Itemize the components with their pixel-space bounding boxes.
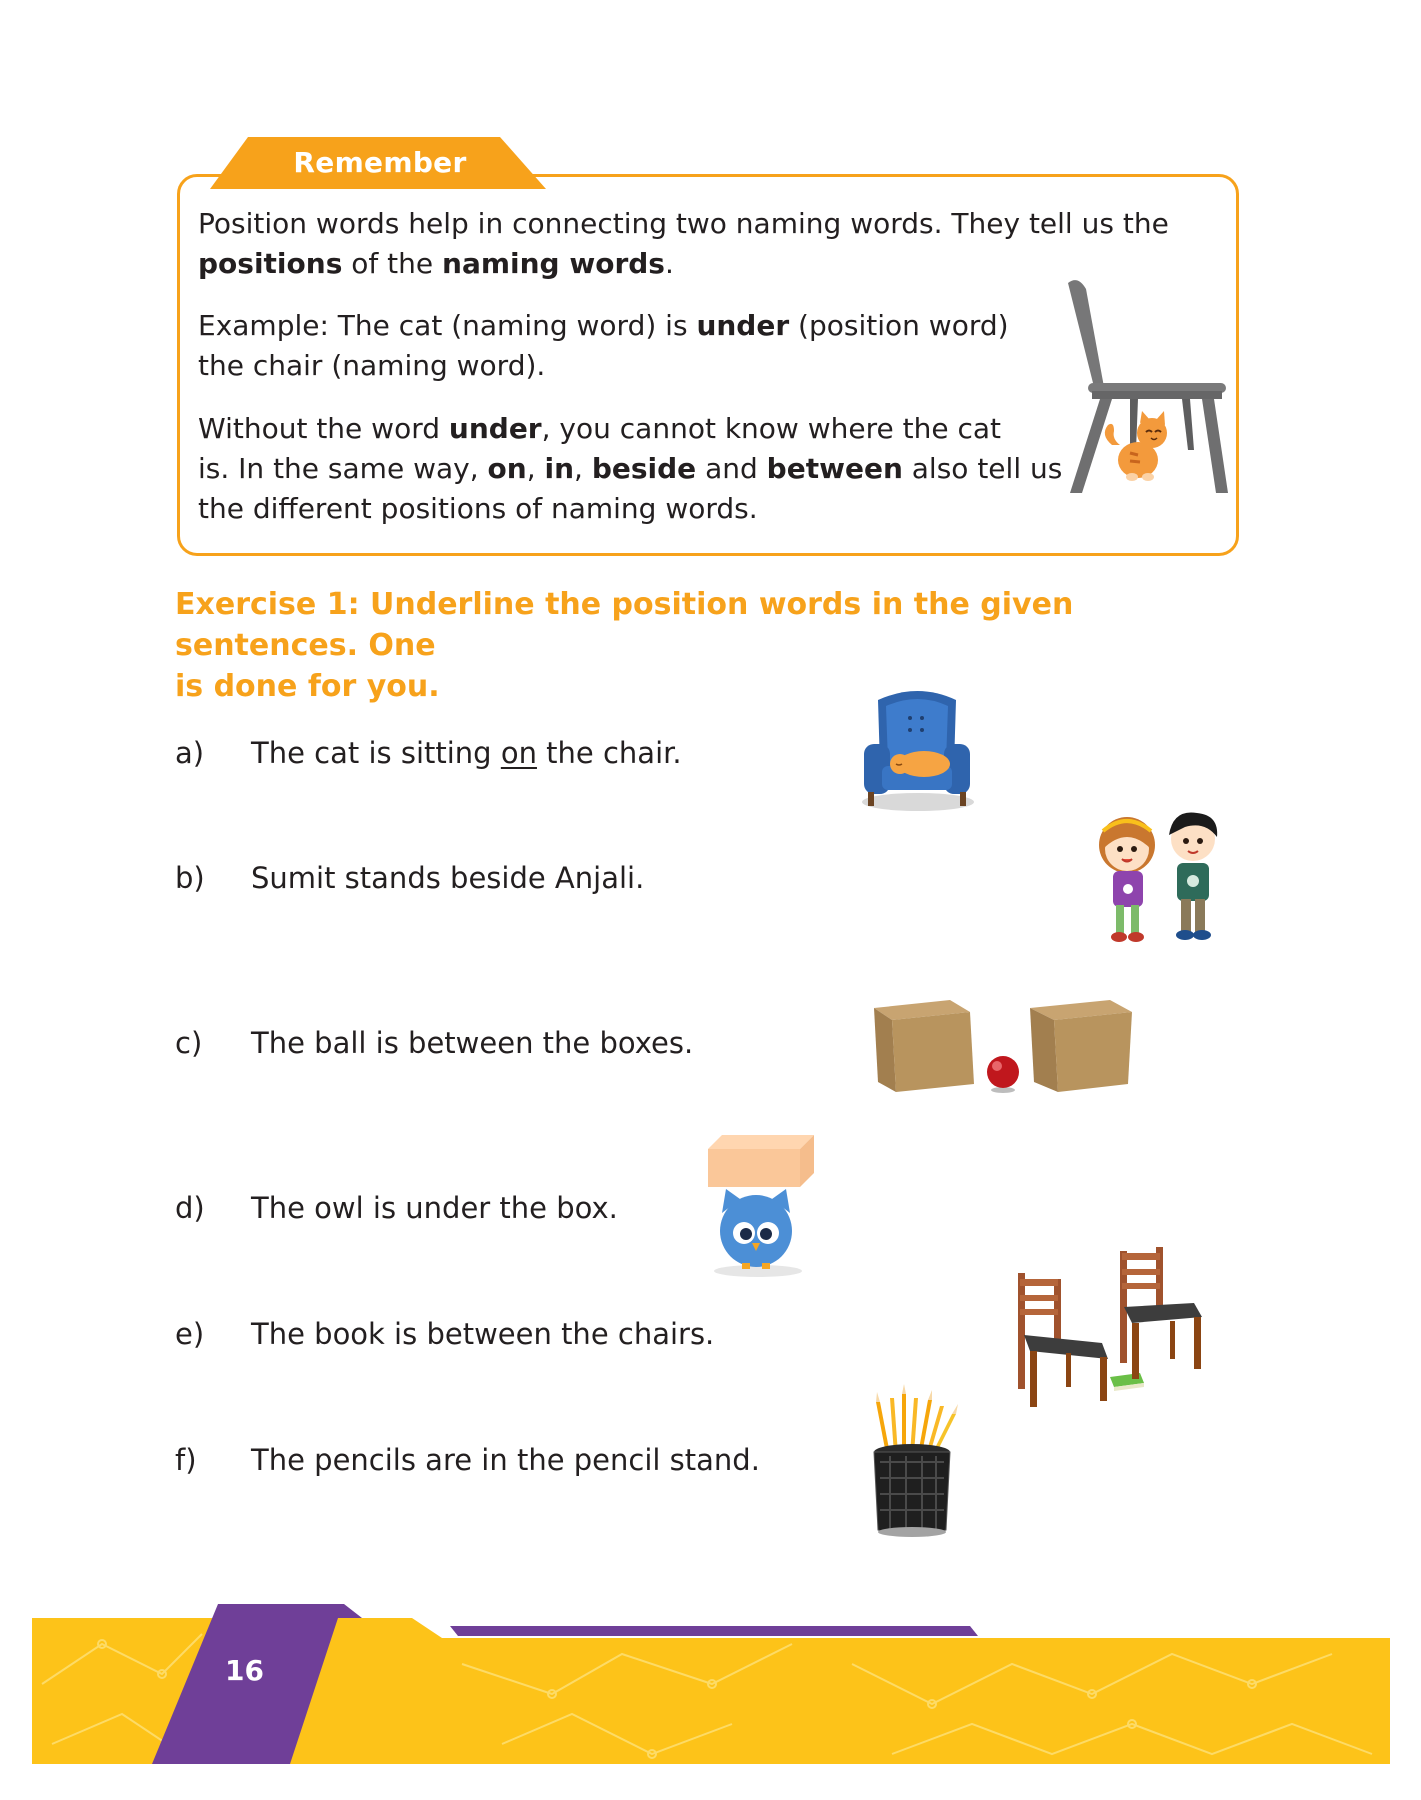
box-right-icon: [1030, 1000, 1132, 1092]
remember-title: Remember: [293, 146, 467, 179]
remember-p3-text: Without the word: [198, 412, 449, 445]
chair-with-cat-under-illustration: [1060, 275, 1230, 495]
item-a-letter: a): [175, 736, 205, 770]
owl-under-box-illustration: [706, 1133, 816, 1278]
remember-paragraph-2: [198, 306, 1009, 386]
remember-p3-text-4: and: [696, 452, 767, 485]
item-b-letter: b): [175, 861, 205, 895]
item-e-sentence: The book is between the chairs.: [251, 1317, 715, 1351]
item-f-letter: f): [175, 1443, 197, 1477]
item-e-letter: e): [175, 1317, 205, 1351]
remember-p2-text: Example: The cat (naming word) is: [198, 309, 697, 342]
remember-p3-text-5: also tell us: [902, 452, 1063, 485]
remember-p3-bold-in: in: [544, 452, 575, 485]
remember-paragraph-1: [198, 204, 1169, 284]
remember-p3-comma-2: ,: [574, 452, 592, 485]
exercise-heading-line1: Exercise 1: Underline the position words in the given sentences. One: [175, 587, 1074, 663]
item-f-sentence: The pencils are in the pencil stand.: [251, 1443, 760, 1477]
box-icon: [708, 1135, 814, 1187]
item-d-sentence: The owl is under the box.: [251, 1191, 618, 1225]
item-a-text: The cat is sitting: [251, 736, 501, 770]
remember-p3-bold-under: under: [448, 412, 542, 445]
remember-p1-period: .: [664, 247, 674, 280]
chair-right-icon: [1120, 1247, 1202, 1379]
item-b-sentence: Sumit stands beside Anjali.: [251, 861, 645, 895]
item-c-sentence: The ball is between the boxes.: [251, 1026, 694, 1060]
box-left-icon: [874, 1000, 974, 1092]
chair-left-icon: [1018, 1273, 1108, 1407]
pencil-stand-icon: [874, 1444, 950, 1537]
exercise-heading-line2: is done for you.: [175, 669, 440, 704]
pencils-icon: [876, 1384, 958, 1454]
ball-between-boxes-illustration: [870, 990, 1135, 1100]
armchair-with-cat-illustration: [860, 688, 975, 813]
remember-p2-bold-under: under: [696, 309, 790, 342]
page-number: 16: [225, 1654, 264, 1687]
exercise-heading: [175, 584, 1255, 707]
pencils-in-stand-illustration: [866, 1390, 966, 1540]
remember-p2-text-2: (position word): [789, 309, 1009, 342]
item-a-text-2: the chair.: [536, 736, 682, 770]
item-a-underlined-word: on: [500, 736, 537, 770]
remember-p3-comma: ,: [526, 452, 545, 485]
remember-p3-text-3: is. In the same way,: [198, 452, 488, 485]
item-c-letter: c): [175, 1026, 203, 1060]
ball-icon: [987, 1056, 1019, 1093]
remember-p3-text-2: , you cannot know where the cat: [541, 412, 1001, 445]
remember-p1-bold-naming-words: naming words: [442, 247, 665, 280]
remember-paragraph-3: [198, 409, 1062, 529]
owl-icon: [714, 1189, 802, 1277]
remember-p1-text: of the: [342, 247, 443, 280]
remember-p1-line1: Position words help in connecting two naming words. They tell us the: [198, 207, 1169, 240]
boy-icon: [1169, 812, 1217, 940]
item-d-letter: d): [175, 1191, 205, 1225]
girl-icon: [1099, 817, 1155, 942]
remember-p1-bold-positions: positions: [198, 247, 343, 280]
remember-p3-bold-between: between: [766, 452, 903, 485]
book-between-chairs-illustration: [1010, 1245, 1210, 1410]
remember-p3-bold-on: on: [487, 452, 527, 485]
remember-p3-bold-beside: beside: [591, 452, 697, 485]
remember-p3-line3: the different positions of naming words.: [198, 492, 758, 525]
item-a-sentence: [251, 736, 682, 770]
remember-p2-line2: the chair (naming word).: [198, 349, 546, 382]
sleeping-cat-icon: [890, 751, 950, 777]
girl-and-boy-standing-illustration: [1085, 805, 1235, 955]
